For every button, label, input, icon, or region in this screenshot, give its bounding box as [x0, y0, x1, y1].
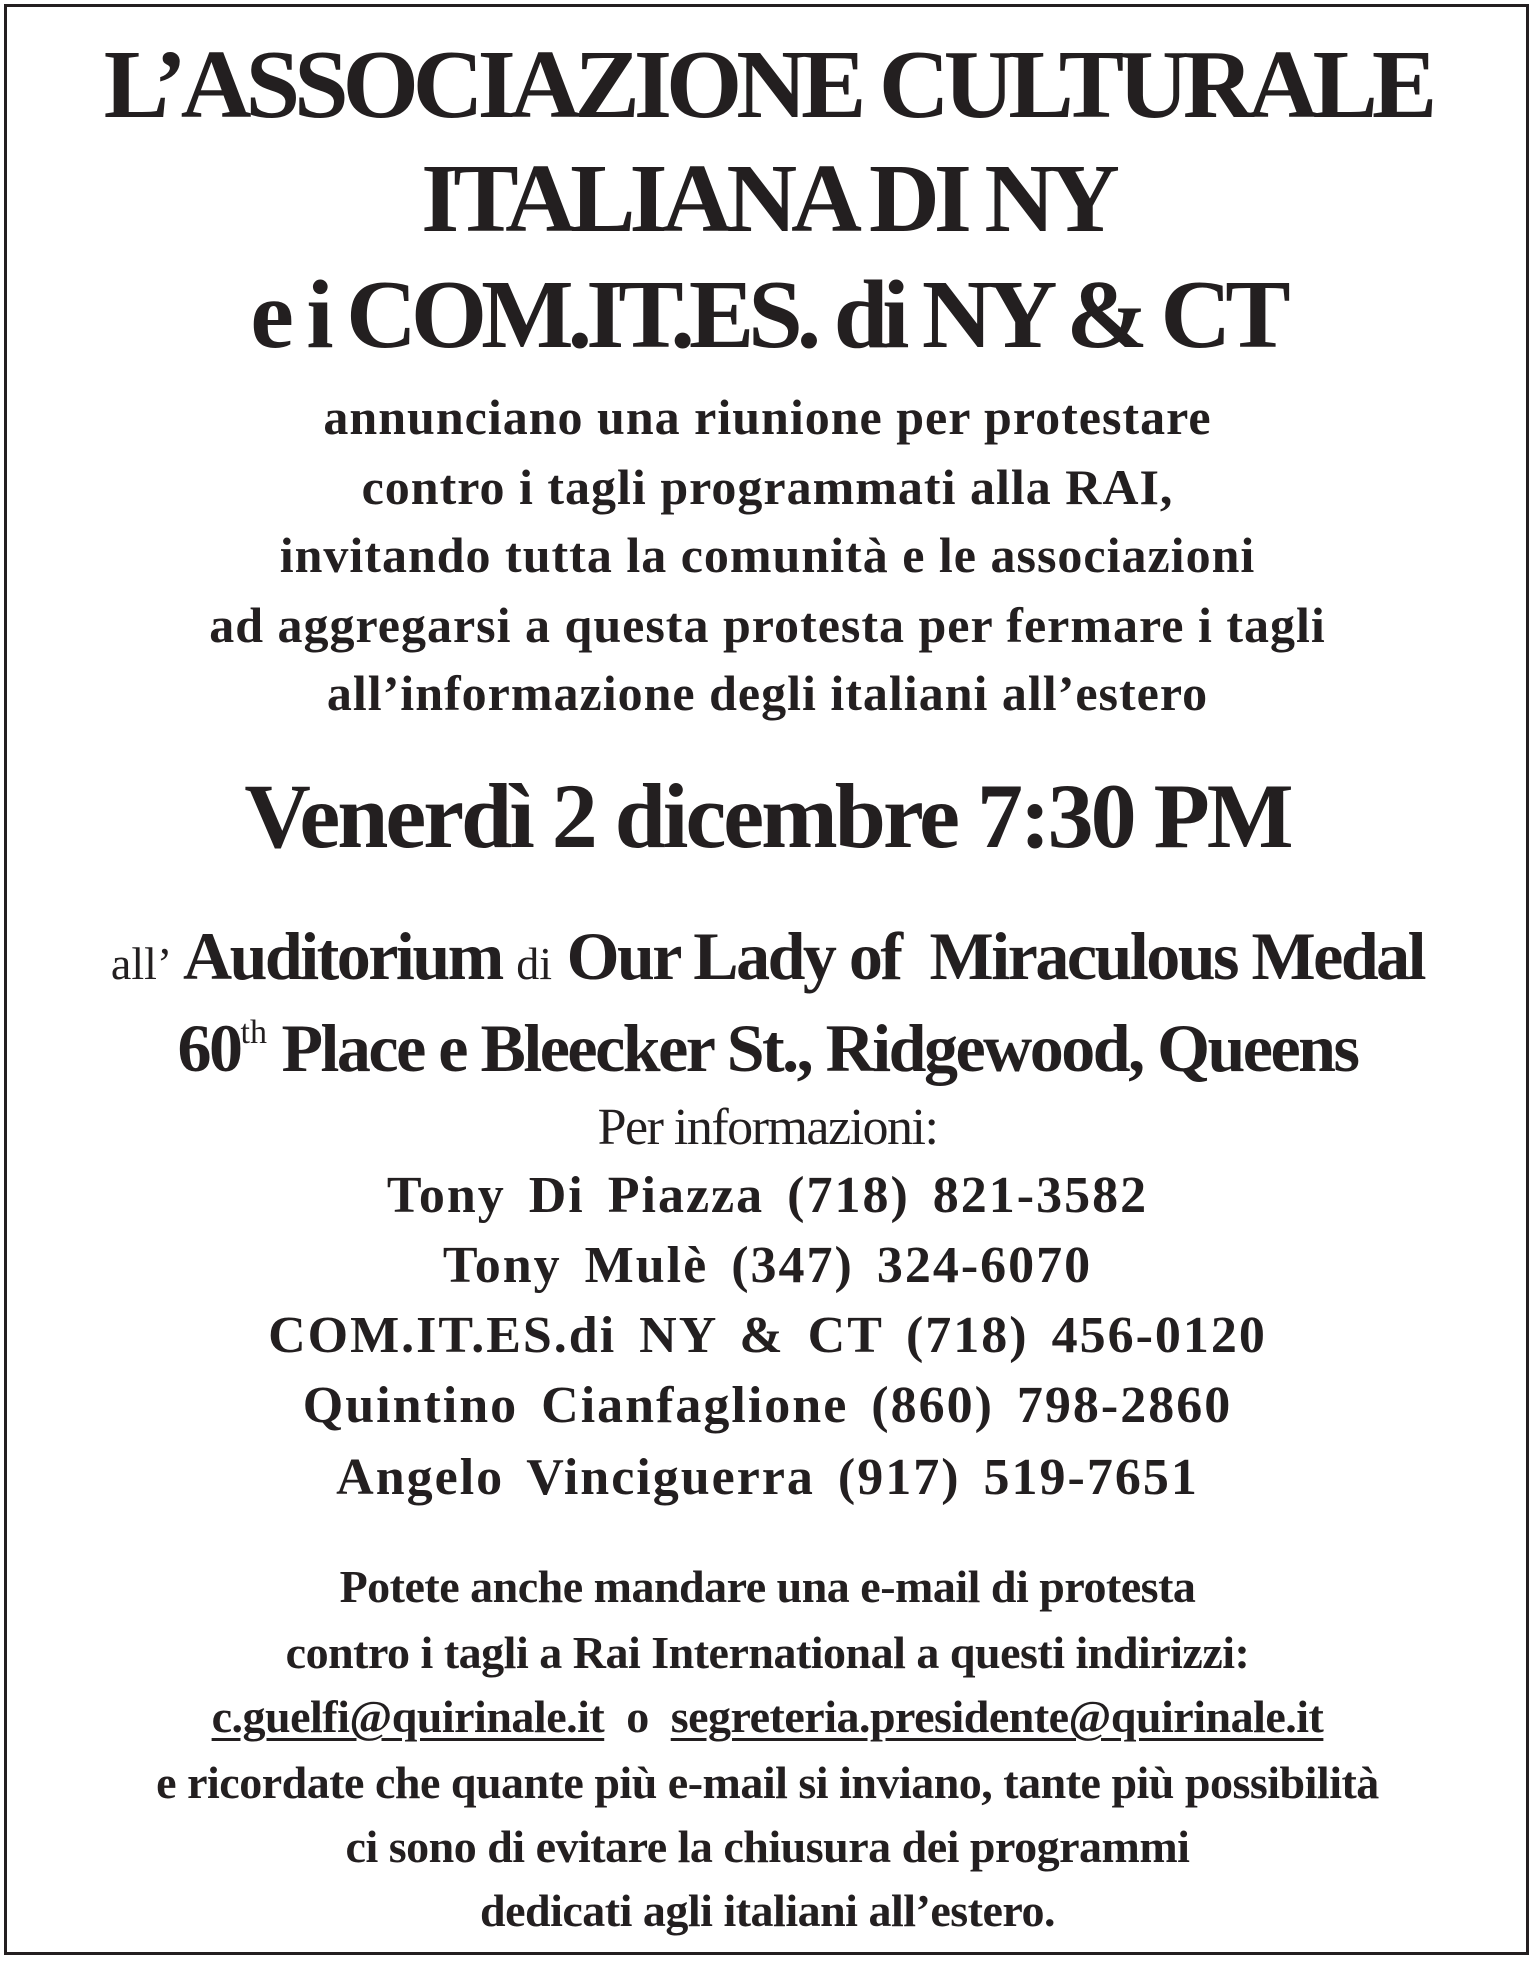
title-line-3: e i COM.IT.ES. di NY & CT	[250, 261, 1285, 369]
street-rest: Place e Bleecker St., Ridgewood, Queens	[281, 1010, 1358, 1086]
venue-hall: Auditorium	[182, 918, 502, 994]
announcement-line-3: invitando tutta la comunità e le associazioni	[279, 527, 1256, 583]
contact-line: Angelo Vinciguerra (917) 519-7651	[336, 1449, 1199, 1506]
email-note-line-4: e ricordate che quante più e-mail si inviano, tante più possibilità	[156, 1757, 1379, 1808]
email-separator: o	[626, 1691, 649, 1742]
announcement-line-4: ad aggregarsi a questa protesta per fermare i tagli	[209, 597, 1326, 653]
street-suffix: th	[240, 1014, 267, 1051]
venue-church: Our Lady of Miraculous Medal	[566, 918, 1425, 994]
announcement-line-2: contro i tagli programmati alla RAI,	[361, 459, 1174, 515]
email-note-line-2: contro i tagli a Rai International a questi indirizzi:	[285, 1627, 1250, 1678]
venue-line	[0, 918, 1535, 994]
contact-line: COM.IT.ES.di NY & CT (718) 456-0120	[268, 1307, 1267, 1364]
contacts-heading: Per informazioni:	[597, 1099, 938, 1156]
event-date-time: Venerdì 2 dicembre 7:30 PM	[244, 765, 1291, 867]
email-link-segreteria[interactable]: segreteria.presidente@quirinale.it	[670, 1691, 1324, 1742]
announcement-line-1: annunciano una riunione per protestare	[323, 389, 1212, 445]
announcement-line-5: all’informazione degli italiani all’estero	[326, 665, 1209, 721]
email-note-line-6: dedicati agli italiani all’estero.	[480, 1885, 1055, 1936]
title-line-2: ITALIANA DI NY	[421, 145, 1114, 253]
street-number: 60	[177, 1010, 241, 1086]
contact-line: Tony Mulè (347) 324-6070	[442, 1237, 1093, 1294]
email-link-guelfi[interactable]: c.guelfi@quirinale.it	[211, 1691, 605, 1742]
address-line	[0, 1010, 1535, 1086]
venue-prefix: all’	[110, 938, 173, 989]
email-addresses-line	[0, 1691, 1535, 1742]
venue-connector: di	[516, 938, 553, 989]
contact-line: Quintino Cianfaglione (860) 798-2860	[302, 1377, 1233, 1434]
contact-line: Tony Di Piazza (718) 821-3582	[386, 1167, 1149, 1224]
email-note-line-1: Potete anche mandare una e-mail di protesta	[339, 1561, 1196, 1612]
email-note-line-5: ci sono di evitare la chiusura dei programmi	[345, 1821, 1190, 1872]
title-line-1: L’ASSOCIAZIONE CULTURALE	[103, 31, 1432, 139]
